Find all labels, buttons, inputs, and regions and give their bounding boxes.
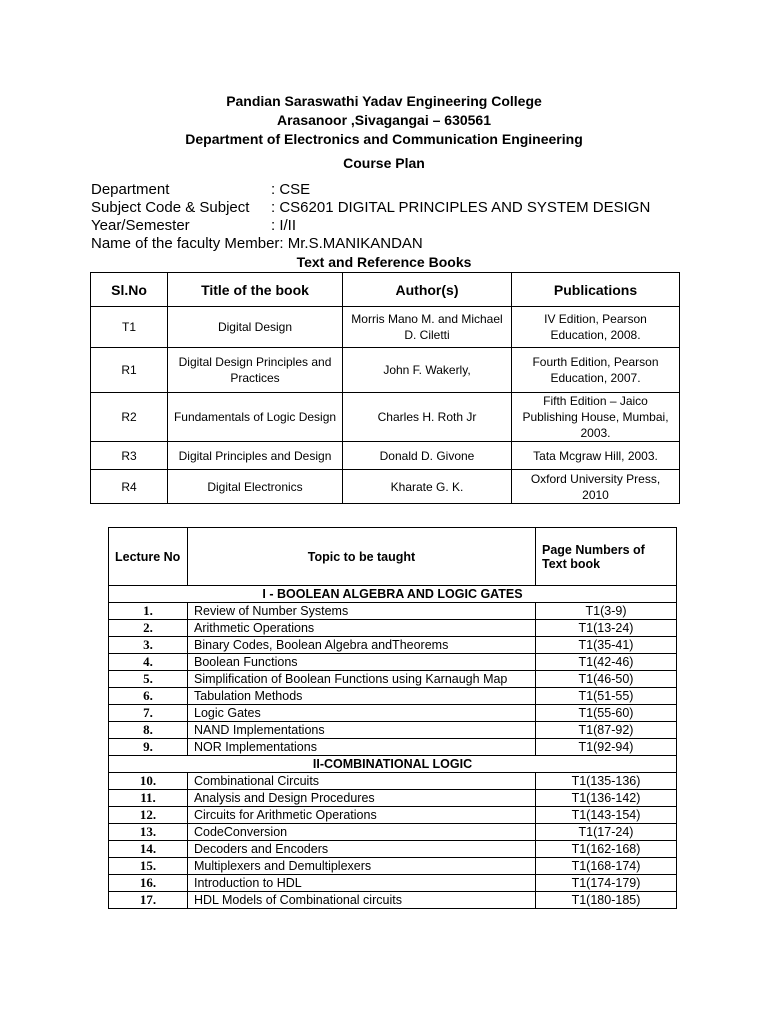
lecture-pages: T1(180-185) <box>536 892 677 909</box>
table-row <box>109 773 677 790</box>
document-header <box>0 92 768 149</box>
books-header-cell: Title of the book <box>168 273 343 307</box>
info-row <box>91 217 650 235</box>
lecture-topic: Circuits for Arithmetic Operations <box>188 807 536 824</box>
unit-row <box>109 586 677 603</box>
info-row <box>91 199 650 217</box>
info-label: Subject Code & Subject <box>91 199 250 216</box>
table-row <box>109 807 677 824</box>
lecture-no: 11. <box>109 790 188 807</box>
table-row <box>109 824 677 841</box>
lecture-no: 17. <box>109 892 188 909</box>
table-row <box>109 841 677 858</box>
lecture-topic: Review of Number Systems <box>188 603 536 620</box>
book-no: R1 <box>91 348 168 393</box>
lecture-topic: HDL Models of Combinational circuits <box>188 892 536 909</box>
book-no: R3 <box>91 442 168 470</box>
table-row <box>109 875 677 892</box>
lecture-no: 16. <box>109 875 188 892</box>
lecture-no: 14. <box>109 841 188 858</box>
info-label: Year/Semester <box>91 217 190 234</box>
lecture-no: 1. <box>109 603 188 620</box>
course-info <box>91 181 650 253</box>
book-title: Digital Electronics <box>168 470 343 504</box>
books-header-row <box>91 273 680 307</box>
lecture-topic: Arithmetic Operations <box>188 620 536 637</box>
lecture-topic: Tabulation Methods <box>188 688 536 705</box>
books-header-cell: Author(s) <box>343 273 512 307</box>
lecture-pages: T1(174-179) <box>536 875 677 892</box>
lecture-topic: NAND Implementations <box>188 722 536 739</box>
lecture-pages: T1(168-174) <box>536 858 677 875</box>
unit-title: I - BOOLEAN ALGEBRA AND LOGIC GATES <box>109 586 677 603</box>
lecture-no: 13. <box>109 824 188 841</box>
book-author: Morris Mano M. and Michael D. Ciletti <box>343 307 512 348</box>
faculty-line: Name of the faculty Member: Mr.S.MANIKANDAN <box>91 235 423 252</box>
lecture-no: 7. <box>109 705 188 722</box>
book-no: T1 <box>91 307 168 348</box>
lecture-plan-table <box>108 527 677 909</box>
info-value: : I/II <box>271 217 297 234</box>
lecture-no: 12. <box>109 807 188 824</box>
department-name: Department of Electronics and Communication Engineering <box>185 131 583 147</box>
book-title: Fundamentals of Logic Design <box>168 393 343 442</box>
lecture-no: 8. <box>109 722 188 739</box>
info-value: : CSE <box>271 181 311 198</box>
lecture-pages: T1(51-55) <box>536 688 677 705</box>
lecture-topic: Multiplexers and Demultiplexers <box>188 858 536 875</box>
lecture-pages: T1(3-9) <box>536 603 677 620</box>
table-row <box>109 722 677 739</box>
table-row <box>109 671 677 688</box>
lecture-no: 2. <box>109 620 188 637</box>
lecture-topic: Boolean Functions <box>188 654 536 671</box>
lecture-topic: Introduction to HDL <box>188 875 536 892</box>
lecture-topic: Analysis and Design Procedures <box>188 790 536 807</box>
lecture-header-cell: Topic to be taught <box>188 528 536 586</box>
books-header-cell: Sl.No <box>91 273 168 307</box>
lecture-topic: Simplification of Boolean Functions using Karnaugh Map <box>188 671 536 688</box>
table-row <box>109 739 677 756</box>
lecture-pages: T1(42-46) <box>536 654 677 671</box>
book-author: Kharate G. K. <box>343 470 512 504</box>
unit-row <box>109 756 677 773</box>
lecture-pages: T1(87-92) <box>536 722 677 739</box>
college-address: Arasanoor ,Sivagangai – 630561 <box>277 112 491 128</box>
lecture-body <box>109 586 677 909</box>
lecture-topic: Binary Codes, Boolean Algebra andTheorems <box>188 637 536 654</box>
lecture-no: 15. <box>109 858 188 875</box>
info-label: Department <box>91 181 170 198</box>
lecture-topic: Decoders and Encoders <box>188 841 536 858</box>
lecture-pages: T1(55-60) <box>536 705 677 722</box>
book-publication: Tata Mcgraw Hill, 2003. <box>512 442 680 470</box>
table-row <box>109 603 677 620</box>
table-row <box>91 348 680 393</box>
book-publication: IV Edition, Pearson Education, 2008. <box>512 307 680 348</box>
table-row <box>91 442 680 470</box>
table-row <box>109 705 677 722</box>
lecture-topic: Logic Gates <box>188 705 536 722</box>
lecture-header-cell: Lecture No <box>109 528 188 586</box>
college-name: Pandian Saraswathi Yadav Engineering College <box>226 93 542 109</box>
lecture-pages: T1(35-41) <box>536 637 677 654</box>
lecture-topic: NOR Implementations <box>188 739 536 756</box>
lecture-pages: T1(162-168) <box>536 841 677 858</box>
lecture-no: 5. <box>109 671 188 688</box>
book-no: R2 <box>91 393 168 442</box>
table-row <box>109 790 677 807</box>
lecture-pages: T1(135-136) <box>536 773 677 790</box>
table-row <box>109 892 677 909</box>
lecture-pages: T1(136-142) <box>536 790 677 807</box>
table-row <box>91 470 680 504</box>
table-row <box>91 307 680 348</box>
books-section-title: Text and Reference Books <box>296 254 472 270</box>
book-publication: Fifth Edition – Jaico Publishing House, Mumbai, 2003. <box>512 393 680 442</box>
books-header-cell: Publications <box>512 273 680 307</box>
book-author: John F. Wakerly, <box>343 348 512 393</box>
table-row <box>109 620 677 637</box>
lecture-header-row <box>109 528 677 586</box>
books-table <box>90 272 680 504</box>
lecture-no: 9. <box>109 739 188 756</box>
book-no: R4 <box>91 470 168 504</box>
lecture-no: 3. <box>109 637 188 654</box>
table-row <box>91 393 680 442</box>
lecture-header-cell: Page Numbers of Text book <box>536 528 677 586</box>
book-author: Donald D. Givone <box>343 442 512 470</box>
lecture-pages: T1(17-24) <box>536 824 677 841</box>
lecture-pages: T1(13-24) <box>536 620 677 637</box>
lecture-pages: T1(143-154) <box>536 807 677 824</box>
lecture-pages: T1(92-94) <box>536 739 677 756</box>
book-publication: Oxford University Press, 2010 <box>512 470 680 504</box>
book-title: Digital Principles and Design <box>168 442 343 470</box>
table-row <box>109 858 677 875</box>
table-row <box>109 654 677 671</box>
info-row <box>91 181 650 199</box>
book-author: Charles H. Roth Jr <box>343 393 512 442</box>
book-publication: Fourth Edition, Pearson Education, 2007. <box>512 348 680 393</box>
unit-title: II-COMBINATIONAL LOGIC <box>109 756 677 773</box>
lecture-pages: T1(46-50) <box>536 671 677 688</box>
lecture-no: 6. <box>109 688 188 705</box>
faculty-row <box>91 235 650 253</box>
table-row <box>109 688 677 705</box>
course-plan-title: Course Plan <box>343 155 425 171</box>
book-title: Digital Design <box>168 307 343 348</box>
lecture-topic: Combinational Circuits <box>188 773 536 790</box>
lecture-topic: CodeConversion <box>188 824 536 841</box>
book-title: Digital Design Principles and Practices <box>168 348 343 393</box>
lecture-no: 4. <box>109 654 188 671</box>
info-value: : CS6201 DIGITAL PRINCIPLES AND SYSTEM DESIGN <box>271 199 651 216</box>
lecture-no: 10. <box>109 773 188 790</box>
table-row <box>109 637 677 654</box>
